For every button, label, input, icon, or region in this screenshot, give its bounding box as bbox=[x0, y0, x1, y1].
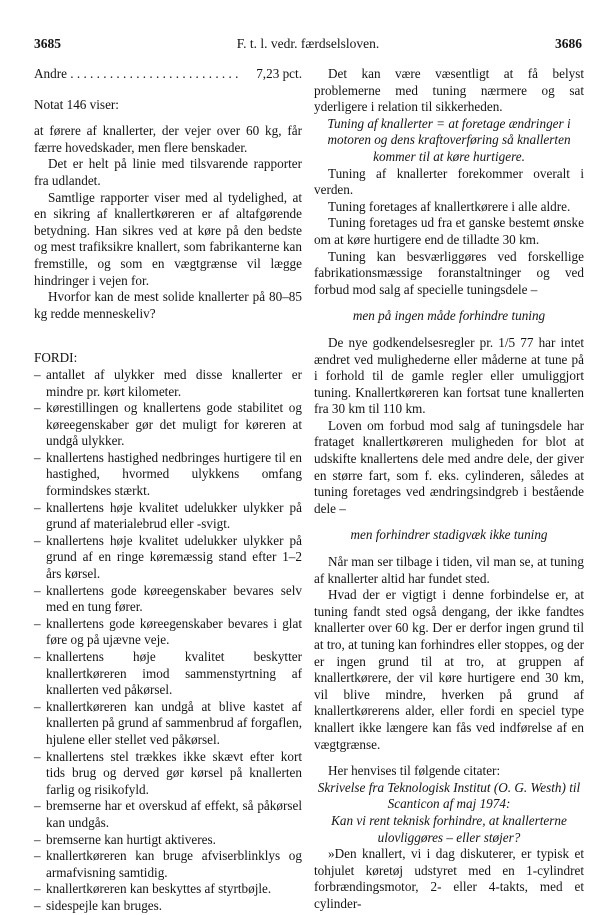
list-item: – bremserne har et overskud af effekt, så påkørsel kan undgås. bbox=[34, 798, 302, 831]
list-item: – knallertens hastighed nedbringes hurtigere til en hastighed, hvormed ulykkens omfang formindskes stærkt. bbox=[34, 450, 302, 500]
list-item: – knallertens gode køreegenskaber bevares selv med en tung fører. bbox=[34, 583, 302, 616]
notat-line: Notat 146 viser: bbox=[34, 96, 119, 112]
list-item: – knallertkøreren kan undgå at blive kastet af knallerten på grund af sammenbrud af forgaflen, hjulene eller stellet ved påkørsel. bbox=[34, 699, 302, 749]
paragraph: at førere af knallerter, der vejer over 60 kg, får færre hovedskader, men flere benskader. bbox=[34, 123, 302, 155]
page-number-right: 3686 bbox=[554, 36, 582, 51]
fordi-heading: FORDI: bbox=[34, 350, 78, 366]
list-item: – antallet af ulykker med disse knallerter er mindre pr. kørt kilometer. bbox=[34, 367, 302, 400]
list-item: – knallertens høje kvalitet beskytter knallertkøreren imod sammenstyrtning af knallerten ved påkørsel. bbox=[34, 649, 302, 699]
section-heading: Tuning af knallerter = at foretage ændringer i motoren og dens kraftoverføring så knallerten kommer til at køre hurtigere. bbox=[327, 115, 571, 164]
page-header bbox=[34, 36, 582, 54]
paragraph: Det kan være væsentligt at få belyst problemerne med tuning nærmere og sat yderligere i relation til sikkerheden. bbox=[314, 66, 584, 115]
andre-row bbox=[34, 66, 302, 83]
reasons-list bbox=[34, 367, 302, 915]
citation-source: Skrivelse fra Teknologisk Institut (O. G. Westh) til Scanticon af maj 1974: bbox=[317, 779, 581, 812]
paragraph: Tuning foretages af knallertkørere i alle aldre. bbox=[328, 198, 571, 214]
paragraph: Når man ser tilbage i tiden, vil man se, at tuning af knallerter altid har fundet sted. bbox=[314, 554, 584, 586]
citation-question: Kan vi rent teknisk forhindre, at knallerterne ulovliggøres – eller støjer? bbox=[331, 812, 567, 845]
paragraph: Tuning kan besværliggøres ved forskellige fabrikationsmæssige foranstaltninger og ved forbud mod salg af specielle tuningsdele – bbox=[314, 248, 584, 297]
list-item: – knallertens gode køreegenskaber bevares i glat føre og på ujævne veje. bbox=[34, 616, 302, 649]
paragraph: Her henvises til følgende citater: bbox=[328, 763, 501, 779]
paragraph: De nye godkendelsesregler pr. 1/5 77 har intet ændret ved mulighederne eller måderne at tune på i forhold til de gamle regler eller umuliggjort tuning. Knallertkøreren kan fortsat tune knallerten fra 30 km til 110 km. bbox=[314, 334, 584, 417]
paragraph: Samtlige rapporter viser med al tydelighed, at en sikring af knallertkøreren er af altafgørende betydning. Han sikres ved at køre på den bedste og mest trafiksikre knallert, som fabrikanterne kan fremstille, og som en vægtgrænse vil lægge hindringer i vejen for. bbox=[34, 189, 302, 288]
paragraph: Det er helt på linie med tilsvarende rapporter fra udlandet. bbox=[34, 156, 302, 188]
list-item: – bremserne kan hurtigt aktiveres. bbox=[34, 832, 302, 849]
left-column bbox=[34, 66, 302, 915]
section-heading: men forhindrer stadigvæk ikke tuning bbox=[350, 527, 548, 543]
right-column bbox=[314, 66, 584, 913]
andre-label: Andre . . . . . . . . . . . . . . . . . . . . . . . . . . bbox=[34, 66, 239, 81]
list-item: – sidespejle kan bruges. bbox=[34, 898, 302, 915]
paragraph: Tuning af knallerter forekommer overalt i verden. bbox=[314, 165, 584, 198]
list-item: – knallertens høje kvalitet udelukker ulykker på grund af en ringe køremæssig stand efter 1–2 års kørsel. bbox=[34, 533, 302, 583]
paragraph: Hvad der er vigtigt i denne forbindelse er, at tuning fandt sted også dengang, der ikke fandtes knallerter over 60 kg. Der er derfor ingen grund til at tro, at tuning kan forhindres eller stoppes, og der er ingen grund til at tro, at gruppen af knallertkørere, der vil køre hurtigere end 30 km, vil blive mindre, hverken på grund af knallertkørerens alder, eller fordi en speciel type knallert ikke længere kan fås ved indførelse af en vægtgrænse. bbox=[314, 587, 584, 752]
list-item: – knallertkøreren kan beskyttes af styrtbøjle. bbox=[34, 881, 302, 898]
section-heading: men på ingen måde forhindre tuning bbox=[352, 308, 546, 324]
list-item: – kørestillingen og knallertens gode stabilitet og køreegenskaber gør det muligt for køreren at undgå ulykker. bbox=[34, 400, 302, 450]
list-item: – knallertkøreren kan bruge afviserblinklys og armafvisning samtidig. bbox=[34, 848, 302, 881]
list-item: – knallertens høje kvalitet udelukker ulykker på grund af materialebrud eller -svigt. bbox=[34, 500, 302, 533]
paragraph: »Den knallert, vi i dag diskuterer, er typisk et tohjulet køretøj udstyret med en 1-cylindret forbrændingsmotor, 2- eller 4-takts, med et cylinder- bbox=[314, 846, 584, 911]
running-title: F. t. l. vedr. færdselsloven. bbox=[236, 36, 380, 51]
paragraph: Tuning foretages ud fra et ganske bestemt ønske om at køre hurtigere end de tilladte 30 km. bbox=[314, 215, 584, 247]
paragraph: Loven om forbud mod salg af tuningsdele har frataget knallertkøreren muligheden for blot at udskifte knallertens dele med andre dele, der giver en større fart, som f. eks. cylinderen, således at tuning foretages ved ændringsindgreb i bestående dele – bbox=[314, 417, 584, 516]
page-number-left: 3685 bbox=[34, 36, 61, 51]
paragraph: Hvorfor kan de mest solide knallerter på 80–85 kg redde menneskeliv? bbox=[34, 289, 302, 321]
andre-value: 7,23 pct. bbox=[256, 66, 302, 81]
list-item: – knallertens stel trækkes ikke skævt efter kort tids brug og derved gør kørsel på knallerten farlig og risikofyld. bbox=[34, 749, 302, 799]
